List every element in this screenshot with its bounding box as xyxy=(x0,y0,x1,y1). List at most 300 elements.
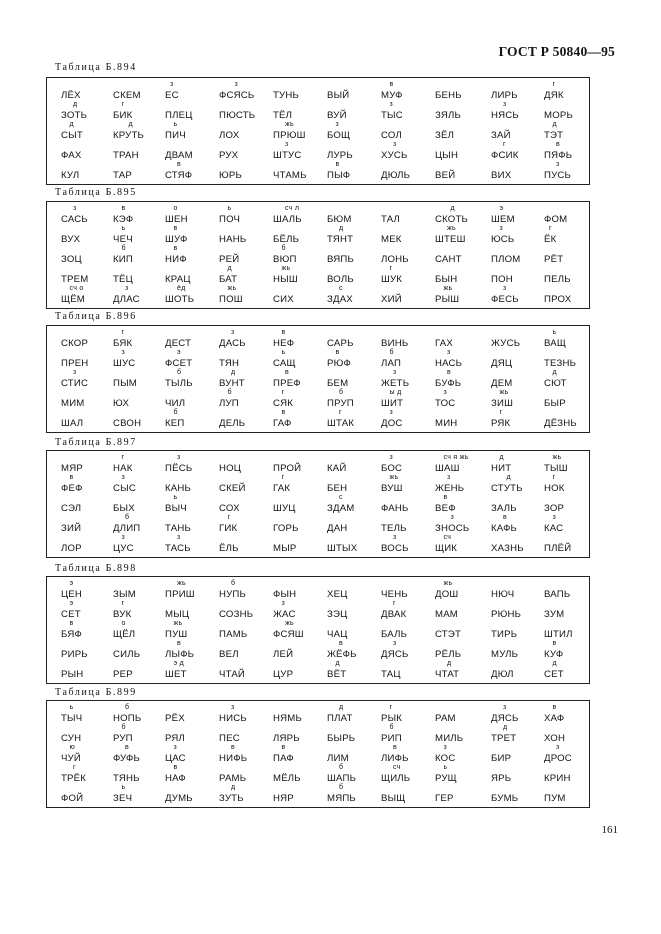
syllable-word: БАЛЬ xyxy=(381,629,408,640)
syllable-word: РЯЛ xyxy=(165,733,186,744)
syllable-word: МАМ xyxy=(435,609,458,620)
table-cell xyxy=(113,456,173,476)
syllable-word: САСЬ xyxy=(61,214,88,225)
table-cell xyxy=(219,163,279,183)
table-cell xyxy=(381,163,441,183)
table-cell xyxy=(113,267,173,287)
table-cell xyxy=(273,411,333,431)
phonetic-mark: в xyxy=(335,161,340,168)
table-cell xyxy=(381,602,441,622)
phonetic-mark: жь xyxy=(443,285,453,292)
phonetic-mark: г xyxy=(121,454,125,461)
syllable-word: ШИТ xyxy=(381,398,404,409)
syllable-word: ДЯСЬ xyxy=(491,713,519,724)
table-cell xyxy=(113,766,173,786)
syllable-word: ПУСЬ xyxy=(544,170,572,181)
phonetic-mark: з xyxy=(389,409,394,416)
table-cell xyxy=(381,766,441,786)
phonetic-mark: ь xyxy=(443,764,448,771)
syllable-word: ЦУС xyxy=(113,543,134,554)
syllable-word: МИН xyxy=(435,418,458,429)
syllable-word: РЕР xyxy=(113,669,133,680)
phonetic-mark: з xyxy=(177,534,181,541)
phonetic-mark: б xyxy=(125,704,130,711)
syllable-word: ПРЮШ xyxy=(273,130,306,141)
table-cell xyxy=(61,103,121,123)
syllable-word: ЛЯРЬ xyxy=(273,733,300,744)
syllable-word: ПЫФ xyxy=(327,170,351,181)
phonetic-mark: г xyxy=(73,764,76,771)
phonetic-mark: г xyxy=(121,101,125,108)
syllable-word: ФЕСЬ xyxy=(491,294,519,305)
syllable-word: МОРЬ xyxy=(544,110,573,121)
table-cell xyxy=(113,662,173,682)
syllable-word: ЗИШ xyxy=(491,398,514,409)
table-cell xyxy=(435,602,495,622)
syllable-word: ПУМ xyxy=(544,793,566,804)
syllable-word: ХАФ xyxy=(544,713,565,724)
syllable-word: БЁЛЬ xyxy=(273,234,300,245)
phonetic-mark: з xyxy=(121,474,126,481)
syllable-word: ВИХ xyxy=(491,170,512,181)
syllable-word: САРЬ xyxy=(327,338,354,349)
syllable-word: СОХ xyxy=(219,503,240,514)
table-cell xyxy=(219,227,279,247)
table-cell xyxy=(61,642,121,662)
table-cell xyxy=(165,163,225,183)
table-cell xyxy=(381,582,441,602)
phonetic-mark: з xyxy=(443,744,448,751)
table-cell xyxy=(113,622,173,642)
table-cell xyxy=(219,83,279,103)
syllable-word: КЭФ xyxy=(113,214,134,225)
phonetic-mark: з xyxy=(125,285,129,292)
syllable-word: ЗИЙ xyxy=(61,523,82,534)
phonetic-mark: д xyxy=(231,369,236,376)
syllable-word: ФЕФ xyxy=(61,483,83,494)
syllable-word: БУМЬ xyxy=(491,793,519,804)
syllable-word: МЫЦ xyxy=(165,609,190,620)
table-cell xyxy=(61,536,121,556)
table-cell xyxy=(61,83,121,103)
table-cell xyxy=(491,123,551,143)
table-cell xyxy=(491,331,551,351)
table-cell xyxy=(544,103,604,123)
syllable-word: ВЫЧ xyxy=(165,503,187,514)
table-cell xyxy=(165,411,225,431)
table-cell xyxy=(273,371,333,391)
syllable-word: ДОС xyxy=(381,418,403,429)
phonetic-mark: з xyxy=(393,534,397,541)
syllable-word: ЗЫМ xyxy=(113,589,136,600)
syllable-word: РЫК xyxy=(381,713,403,724)
table-cell xyxy=(435,726,495,746)
phonetic-mark: с xyxy=(339,494,343,501)
syllable-word: РЯК xyxy=(491,418,511,429)
syllable-word: СТУТЬ xyxy=(491,483,523,494)
table-cell xyxy=(435,582,495,602)
syllable-word: БЕНЬ xyxy=(435,90,462,101)
table-cell xyxy=(381,287,441,307)
table-cell xyxy=(165,207,225,227)
syllable-word: ФОМ xyxy=(544,214,568,225)
syllable-word: ГОРЬ xyxy=(273,523,299,534)
table-cell xyxy=(435,331,495,351)
phonetic-mark: в xyxy=(503,514,508,521)
table-cell xyxy=(435,287,495,307)
syllable-word: РЕЙ xyxy=(219,254,240,265)
table-cell xyxy=(327,766,387,786)
syllable-word: НАНЬ xyxy=(219,234,247,245)
phonetic-mark: в xyxy=(389,81,394,88)
table-cell xyxy=(491,103,551,123)
syllable-word: ВЮП xyxy=(273,254,297,265)
table-cell xyxy=(435,496,495,516)
table-cell xyxy=(544,766,604,786)
syllable-word: ТЁЛ xyxy=(273,110,293,121)
table-title: Таблица Б.899 xyxy=(55,687,137,698)
syllable-word: ШЕТ xyxy=(165,669,187,680)
syllable-word: ТЕЗНЬ xyxy=(544,358,577,369)
phonetic-mark: жь xyxy=(281,265,291,272)
syllable-word: ЗЯЛЬ xyxy=(435,110,462,121)
syllable-word: РУП xyxy=(113,733,133,744)
syllable-word: ПРУП xyxy=(327,398,354,409)
syllable-word: ДЮЛ xyxy=(491,669,514,680)
table-cell xyxy=(544,83,604,103)
table-cell xyxy=(435,143,495,163)
table-cell xyxy=(165,662,225,682)
table-cell xyxy=(435,371,495,391)
table-cell xyxy=(435,351,495,371)
table-cell xyxy=(544,786,604,806)
syllable-word: ШЕМ xyxy=(491,214,515,225)
table-cell xyxy=(61,267,121,287)
syllable-word: ШУК xyxy=(381,274,403,285)
phonetic-mark: в xyxy=(69,620,74,627)
syllable-word: ПРОЙ xyxy=(273,463,302,474)
syllable-word: МИМ xyxy=(61,398,85,409)
table-cell xyxy=(544,351,604,371)
table-cell xyxy=(219,411,279,431)
syllable-word: ЗДАХ xyxy=(327,294,353,305)
syllable-word: МЁЛЬ xyxy=(273,773,301,784)
syllable-word: БЫН xyxy=(435,274,458,285)
syllable-word: ФАНЬ xyxy=(381,503,409,514)
table-cell xyxy=(435,662,495,682)
syllable-word: ЯРЬ xyxy=(491,773,512,784)
syllable-word: ФУФЬ xyxy=(113,753,141,764)
table-cell xyxy=(327,602,387,622)
table-cell xyxy=(219,371,279,391)
phonetic-mark: з xyxy=(335,121,340,128)
phonetic-mark: д xyxy=(335,660,340,667)
phonetic-mark: сч л xyxy=(285,205,300,212)
table-cell xyxy=(491,746,551,766)
table-cell xyxy=(113,496,173,516)
syllable-word: ЧАЦ xyxy=(327,629,348,640)
table-cell xyxy=(491,163,551,183)
syllable-word: КУЛ xyxy=(61,170,80,181)
table-cell xyxy=(113,371,173,391)
phonetic-mark: з xyxy=(121,534,126,541)
table-cell xyxy=(381,391,441,411)
table-cell xyxy=(435,622,495,642)
table-cell xyxy=(544,622,604,642)
phonetic-mark: жь xyxy=(285,121,294,128)
phonetic-mark: д xyxy=(339,704,344,711)
table-cell xyxy=(544,516,604,536)
table-cell xyxy=(219,786,279,806)
syllable-word: СКЕМ xyxy=(113,90,141,101)
syllable-word: ПЛЁЙ xyxy=(544,543,572,554)
syllable-word: ЛОР xyxy=(61,543,82,554)
syllable-word: ВИНЬ xyxy=(381,338,409,349)
table-cell xyxy=(327,83,387,103)
syllable-word: ЖУСЬ xyxy=(491,338,521,349)
table-cell xyxy=(435,391,495,411)
syllable-word: ДЛАС xyxy=(113,294,140,305)
table-cell xyxy=(381,351,441,371)
syllable-word: ДЯК xyxy=(544,90,564,101)
table-cell xyxy=(381,516,441,536)
phonetic-mark: з xyxy=(170,81,174,88)
syllable-word: ЗОР xyxy=(544,503,565,514)
syllable-word: ДРОС xyxy=(544,753,572,764)
syllable-word: ФСЕТ xyxy=(165,358,193,369)
syllable-word: НУПЬ xyxy=(219,589,247,600)
syllable-word: ПЛАТ xyxy=(327,713,353,724)
table-cell xyxy=(435,706,495,726)
syllable-word: БЫР xyxy=(544,398,566,409)
phonetic-mark: г xyxy=(121,329,125,336)
table-cell xyxy=(327,143,387,163)
table-cell xyxy=(544,582,604,602)
table-cell xyxy=(327,662,387,682)
phonetic-mark: э xyxy=(69,600,74,607)
phonetic-mark: сч xyxy=(393,764,401,771)
syllable-word: МЫР xyxy=(273,543,297,554)
table-cell xyxy=(491,786,551,806)
syllable-word: ВЫЙ xyxy=(327,90,350,101)
syllable-word: ДЕЛЬ xyxy=(219,418,246,429)
syllable-word: КАС xyxy=(544,523,564,534)
phonetic-mark: з xyxy=(234,81,239,88)
table-cell xyxy=(219,331,279,351)
syllable-word: ЖЕТЬ xyxy=(381,378,410,389)
table-cell xyxy=(327,227,387,247)
table-cell xyxy=(113,391,173,411)
table-cell xyxy=(273,267,333,287)
syllable-word: ДВАК xyxy=(381,609,407,620)
table-cell xyxy=(219,622,279,642)
table-cell xyxy=(273,516,333,536)
syllable-word: ХЕЦ xyxy=(327,589,348,600)
phonetic-mark: з xyxy=(393,640,397,647)
phonetic-mark: д xyxy=(227,265,232,272)
table-cell xyxy=(165,247,225,267)
syllable-word: НЫШ xyxy=(273,274,298,285)
syllable-word: БИК xyxy=(113,110,133,121)
phonetic-mark: г xyxy=(503,141,506,148)
syllable-word: ДЛИП xyxy=(113,523,141,534)
syllable-word: КАНЬ xyxy=(165,483,192,494)
syllable-word: ВУЙ xyxy=(327,110,347,121)
syllable-word: РЮФ xyxy=(327,358,351,369)
syllable-word: ЗУТЬ xyxy=(219,793,244,804)
phonetic-mark: в xyxy=(173,764,178,771)
phonetic-mark: з xyxy=(556,744,560,751)
syllable-word: ЩЁЛ xyxy=(113,629,136,640)
syllable-word: СТЯФ xyxy=(165,170,193,181)
table-cell xyxy=(435,766,495,786)
phonetic-mark: д xyxy=(552,121,557,128)
phonetic-mark: ь xyxy=(552,329,557,336)
table-cell xyxy=(544,207,604,227)
table-cell xyxy=(113,706,173,726)
table-cell xyxy=(491,411,551,431)
phonetic-mark: г xyxy=(389,265,393,272)
phonetic-mark: о xyxy=(173,205,178,212)
table-cell xyxy=(219,602,279,622)
syllable-word: ПЯФЬ xyxy=(544,150,573,161)
table-cell xyxy=(113,163,173,183)
table-cell xyxy=(435,227,495,247)
table-cell xyxy=(491,642,551,662)
syllable-word: ШУФ xyxy=(165,234,188,245)
table-cell xyxy=(491,247,551,267)
syllable-word: ЗУМ xyxy=(544,609,565,620)
table-cell xyxy=(219,642,279,662)
phonetic-mark: ь xyxy=(227,205,232,212)
syllable-word: ЩИЛЬ xyxy=(381,773,411,784)
table-cell xyxy=(165,227,225,247)
phonetic-mark: д xyxy=(73,101,78,108)
table-cell xyxy=(165,726,225,746)
table-cell xyxy=(491,766,551,786)
syllable-word: ГЕР xyxy=(435,793,454,804)
table-cell xyxy=(435,163,495,183)
table-cell xyxy=(327,786,387,806)
table-cell xyxy=(165,582,225,602)
phonetic-mark: в xyxy=(125,744,130,751)
syllable-word: ШТАК xyxy=(327,418,355,429)
phonetic-mark: з xyxy=(389,101,394,108)
table-cell xyxy=(113,143,173,163)
phonetic-mark: з xyxy=(447,474,451,481)
syllable-word: ХУСЬ xyxy=(381,150,408,161)
phonetic-mark: б xyxy=(339,389,344,396)
table-cell xyxy=(544,143,604,163)
word-table xyxy=(46,201,590,309)
table-cell xyxy=(165,766,225,786)
syllable-word: ЧИЛ xyxy=(165,398,186,409)
table-cell xyxy=(273,163,333,183)
table-cell xyxy=(381,476,441,496)
syllable-word: ХОН xyxy=(544,733,566,744)
table-cell xyxy=(381,371,441,391)
syllable-word: ХАЗНЬ xyxy=(491,543,524,554)
syllable-word: ФАХ xyxy=(61,150,82,161)
syllable-word: ТОС xyxy=(435,398,456,409)
word-table xyxy=(46,576,590,684)
syllable-word: ДУМЬ xyxy=(165,793,193,804)
table-cell xyxy=(544,287,604,307)
table-cell xyxy=(61,602,121,622)
syllable-word: СЫС xyxy=(113,483,136,494)
phonetic-mark: г xyxy=(549,225,552,232)
table-cell xyxy=(491,83,551,103)
syllable-word: СИЛЬ xyxy=(113,649,141,660)
phonetic-mark: в xyxy=(552,704,557,711)
table-cell xyxy=(273,456,333,476)
table-cell xyxy=(544,662,604,682)
phonetic-mark: д xyxy=(503,724,508,731)
syllable-word: ЧТАЙ xyxy=(219,669,246,680)
syllable-word: ДОШ xyxy=(435,589,459,600)
syllable-word: ПЕЛЬ xyxy=(544,274,571,285)
syllable-word: ЦЫН xyxy=(435,150,459,161)
syllable-word: ВОСЬ xyxy=(381,543,409,554)
phonetic-mark: з xyxy=(231,704,235,711)
table-cell xyxy=(491,371,551,391)
table-cell xyxy=(491,536,551,556)
syllable-word: ЗОЦ xyxy=(61,254,82,265)
syllable-word: МУЛЬ xyxy=(491,649,519,660)
syllable-word: ПРЕН xyxy=(61,358,89,369)
table-cell xyxy=(327,163,387,183)
table-cell xyxy=(435,786,495,806)
syllable-word: ПАМЬ xyxy=(219,629,248,640)
syllable-word: ТУНЬ xyxy=(273,90,299,101)
table-cell xyxy=(327,476,387,496)
phonetic-mark: в xyxy=(556,141,561,148)
syllable-word: РЁХ xyxy=(165,713,185,724)
syllable-word: ТЯНТ xyxy=(327,234,354,245)
syllable-word: СТИС xyxy=(61,378,89,389)
syllable-word: СУН xyxy=(61,733,82,744)
phonetic-mark: ь xyxy=(121,784,126,791)
syllable-word: ДЯСЬ xyxy=(381,649,409,660)
syllable-word: ЗЕЧ xyxy=(113,793,133,804)
phonetic-mark: жь xyxy=(177,580,186,587)
table-cell xyxy=(491,227,551,247)
syllable-word: РУЩ xyxy=(435,773,457,784)
table-cell xyxy=(435,103,495,123)
syllable-word: БЕМ xyxy=(327,378,349,389)
table-cell xyxy=(327,207,387,227)
syllable-word: НАК xyxy=(113,463,133,474)
phonetic-mark: э д xyxy=(173,660,185,667)
table-cell xyxy=(219,207,279,227)
phonetic-mark: сч я жь xyxy=(443,454,469,461)
phonetic-mark: в xyxy=(443,494,448,501)
table-cell xyxy=(219,143,279,163)
phonetic-mark: з xyxy=(450,514,455,521)
syllable-word: БАТ xyxy=(219,274,238,285)
table-cell xyxy=(165,642,225,662)
table-cell xyxy=(61,706,121,726)
syllable-word: ВЕЛ xyxy=(219,649,239,660)
syllable-word: ПЫМ xyxy=(113,378,137,389)
table-title: Таблица Б.895 xyxy=(55,187,137,198)
phonetic-mark: в xyxy=(339,640,344,647)
phonetic-mark: г xyxy=(281,474,285,481)
phonetic-mark: з xyxy=(503,704,507,711)
table-cell xyxy=(61,746,121,766)
table-cell xyxy=(165,706,225,726)
table-cell xyxy=(165,391,225,411)
